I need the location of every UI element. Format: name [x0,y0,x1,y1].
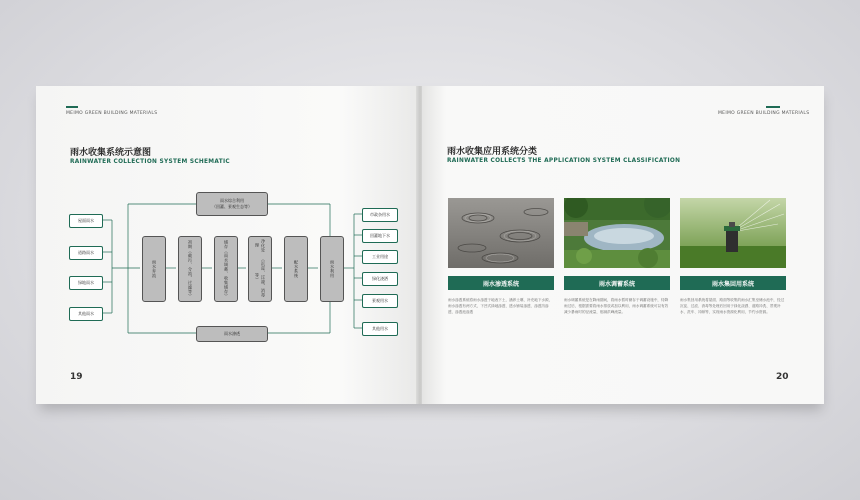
page-subtitle: RAINWATER COLLECTION SYSTEM SCHEMATIC [70,159,230,165]
system-label-regulation: 雨水调蓄系统 [564,276,670,290]
page-subtitle: RAINWATER COLLECTS THE APPLICATION SYSTEM CLASSIFICATION [447,158,681,164]
right-page [422,86,824,404]
accent-bar [766,106,780,108]
system-desc-infiltration: 雨水渗透系统将雨水渗透于地表下土，涵养土壤、补充地下水源，雨水渗透有两方式，下凹式绿地渗透、透水铺装渗透、渗透沟渗透、渗透池渗透 [448,298,553,314]
photo-reuse-sprinkler [680,198,786,268]
source-road-rainwater: 道路雨水 [69,246,103,260]
source-roof-rainwater: 屋面雨水 [69,214,103,228]
stage-purification: 净化处理 （沉淀、过滤、消毒等） [248,236,272,302]
system-label-reuse: 雨水集回用系统 [680,276,786,290]
page-number-left: 19 [70,372,83,382]
stage-initial-filter: 初期 （截污、分流、过滤等） [178,236,202,302]
stage-rainwater-use: 雨水利用 [320,236,344,302]
stage-water-distribution: 配水系统 [284,236,308,302]
open-brochure [36,86,824,404]
system-label-infiltration: 雨水渗透系统 [448,276,554,290]
page-title: 雨水收集应用系统分类 [447,147,538,157]
comprehensive-utilization-box: 雨水综合利用 （回灌、景观生态等） [196,192,268,216]
target-municipal-use: 市政杂用水 [362,208,398,222]
stage-diversion: 雨水弃流 [142,236,166,302]
system-desc-regulation: 雨水调蓄系统是在降雨期间，将雨水暂时储存于调蓄设施中，待降雨过后，根据需要将雨水排放或加以利用，雨水调蓄系统可以有效减少暴雨时的径流量，削减洪峰流量。 [564,298,669,314]
system-desc-reuse: 雨水集回用系统将屋面、路面等收集的雨水汇集至储水池中，经过沉淀、过滤、消毒等处理后回用于绿化浇洒、道路冲洗、景观补水、洗车、冲厕等，实现雨水资源化利用，节约水资源。 [680,298,785,314]
target-green-irrigation: 绿化浇洒 [362,272,398,286]
running-head: MEIMO GREEN BUILDING MATERIALS [66,111,158,116]
page-title: 雨水收集系统示意图 [70,148,152,158]
target-industrial-use: 工业用途 [362,250,398,264]
photo-regulation [564,198,670,268]
stage-storage: 储存 （雨水调蓄、收集储存） [214,236,238,302]
target-landscape-water: 景观用水 [362,294,398,308]
source-green-rainwater: 绿地雨水 [69,276,103,290]
source-other-rainwater: 其他雨水 [69,307,103,321]
page-number-right: 20 [776,372,789,382]
target-other-use: 其他用水 [362,322,398,336]
target-groundwater-recharge: 回灌地下水 [362,229,398,243]
left-page [36,86,418,404]
running-head: MEIMO GREEN BUILDING MATERIALS [718,111,810,116]
photo-infiltration [448,198,554,268]
infiltration-box: 雨水渗透 [196,326,268,342]
